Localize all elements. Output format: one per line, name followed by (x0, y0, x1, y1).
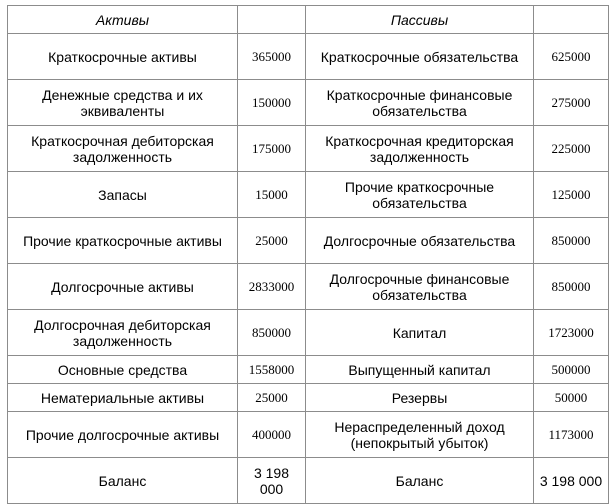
asset-label: Прочие краткосрочные активы (8, 218, 238, 264)
asset-label: Денежные средства и их эквиваленты (8, 80, 238, 126)
liability-label: Краткосрочные финансовые обязательства (306, 80, 534, 126)
asset-label: Нематериальные активы (8, 384, 238, 412)
asset-value: 400000 (238, 412, 306, 458)
liability-label: Краткосрочная кредиторская задолженность (306, 126, 534, 172)
liability-total-value: 3 198 000 (534, 458, 609, 504)
table-row (8, 384, 609, 412)
liability-label: Резервы (306, 384, 534, 412)
liability-label: Нераспределенный доход (непокрытый убыток) (306, 412, 534, 458)
table-row (8, 218, 609, 264)
table-row (8, 310, 609, 356)
liability-label: Долгосрочные финансовые обязательства (306, 264, 534, 310)
asset-value: 15000 (238, 172, 306, 218)
liabilities-header-value (534, 6, 609, 34)
liability-value: 625000 (534, 34, 609, 80)
table-row (8, 34, 609, 80)
total-row (8, 458, 609, 504)
liability-value: 500000 (534, 356, 609, 384)
liability-label: Выпущенный капитал (306, 356, 534, 384)
assets-header-value (238, 6, 306, 34)
asset-value: 1558000 (238, 356, 306, 384)
liability-value: 50000 (534, 384, 609, 412)
assets-header: Активы (8, 6, 238, 34)
asset-label: Долгосрочная дебиторская задолженность (8, 310, 238, 356)
asset-value: 365000 (238, 34, 306, 80)
asset-label: Основные средства (8, 356, 238, 384)
table-row (8, 80, 609, 126)
asset-value: 25000 (238, 218, 306, 264)
asset-label: Прочие долгосрочные активы (8, 412, 238, 458)
liability-total-label: Баланс (306, 458, 534, 504)
liability-value: 1723000 (534, 310, 609, 356)
table-row (8, 126, 609, 172)
balance-sheet-table (7, 5, 609, 504)
asset-value: 850000 (238, 310, 306, 356)
asset-value: 150000 (238, 80, 306, 126)
liability-label: Капитал (306, 310, 534, 356)
asset-value: 2833000 (238, 264, 306, 310)
liability-value: 1173000 (534, 412, 609, 458)
table-row (8, 356, 609, 384)
asset-total-label: Баланс (8, 458, 238, 504)
liability-label: Прочие краткосрочные обязательства (306, 172, 534, 218)
asset-value: 175000 (238, 126, 306, 172)
asset-value: 25000 (238, 384, 306, 412)
table-row (8, 264, 609, 310)
liability-value: 275000 (534, 80, 609, 126)
header-row (8, 6, 609, 34)
table-row (8, 172, 609, 218)
asset-label: Краткосрочные активы (8, 34, 238, 80)
liability-label: Долгосрочные обязательства (306, 218, 534, 264)
liability-value: 850000 (534, 218, 609, 264)
liability-label: Краткосрочные обязательства (306, 34, 534, 80)
asset-label: Запасы (8, 172, 238, 218)
liabilities-header: Пассивы (306, 6, 534, 34)
table-row (8, 412, 609, 458)
asset-total-value: 3 198 000 (238, 458, 306, 504)
liability-value: 850000 (534, 264, 609, 310)
asset-label: Долгосрочные активы (8, 264, 238, 310)
liability-value: 125000 (534, 172, 609, 218)
liability-value: 225000 (534, 126, 609, 172)
asset-label: Краткосрочная дебиторская задолженность (8, 126, 238, 172)
